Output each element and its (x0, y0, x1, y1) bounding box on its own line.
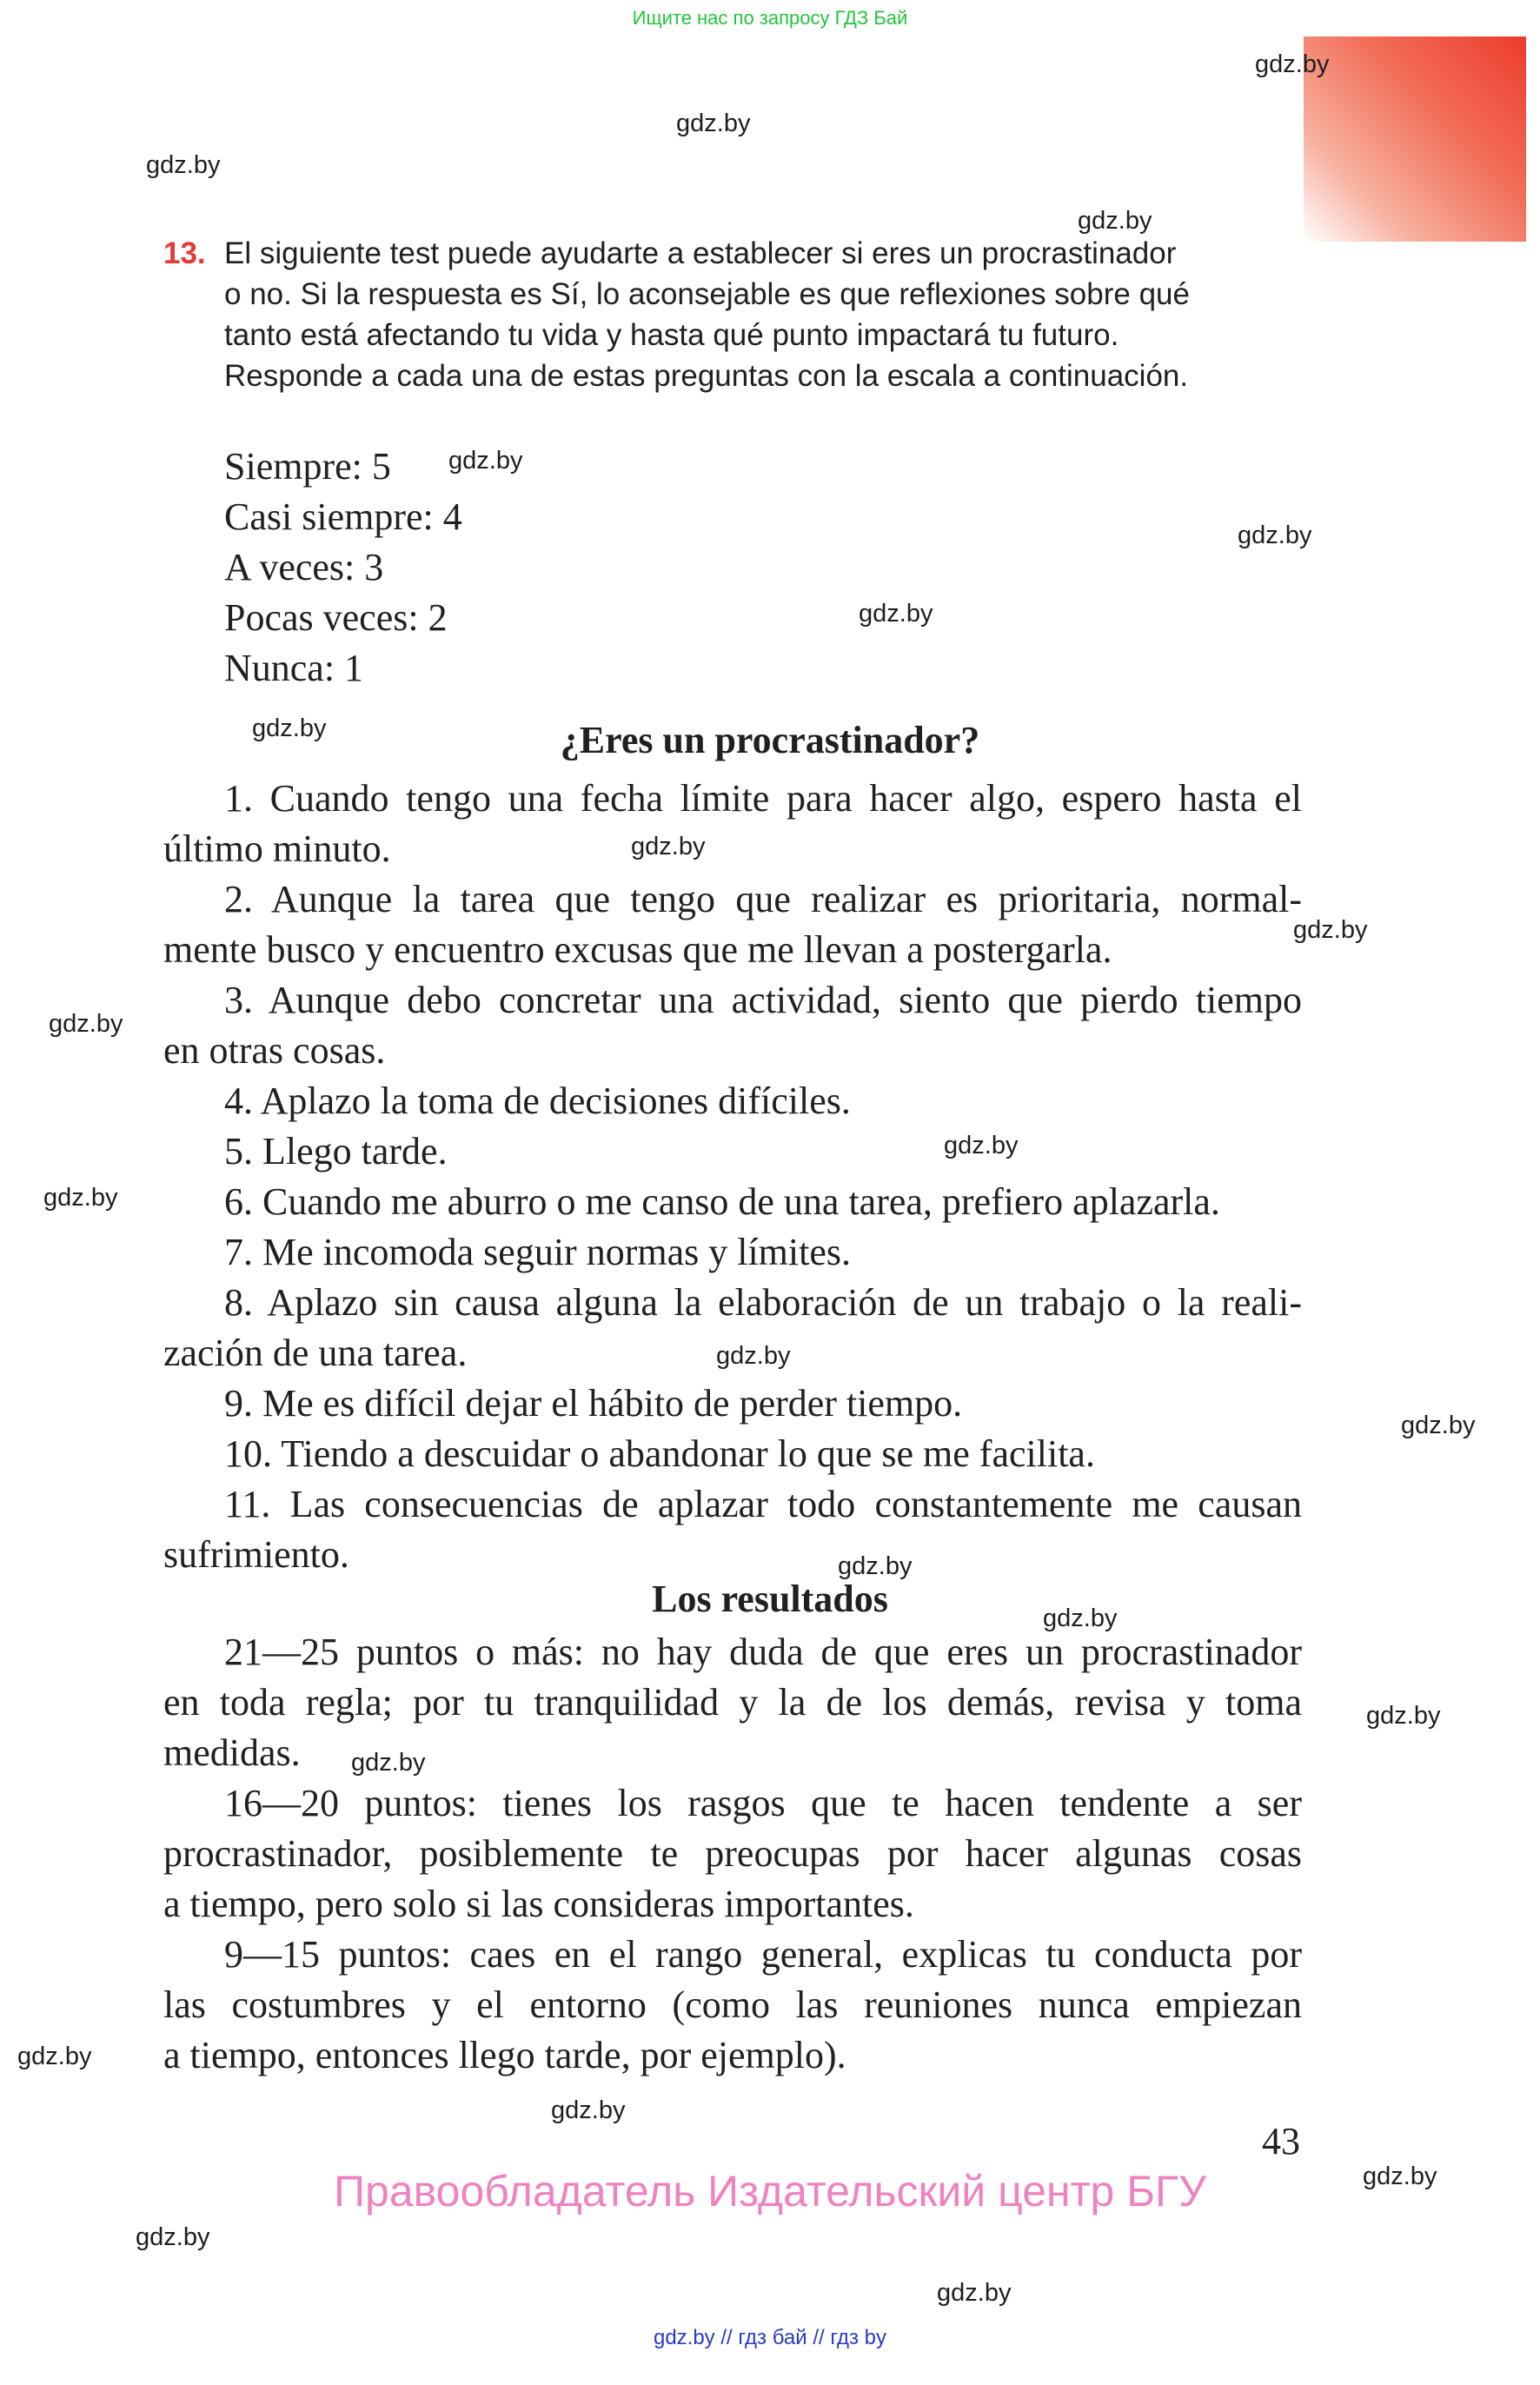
watermark: gdz.by (944, 1132, 1019, 1159)
results-text (163, 1627, 1302, 2081)
task-number: 13. (163, 236, 206, 270)
quiz-line: 1. Cuando tengo una fecha límite para hacer algo, espero hasta el (224, 777, 1302, 820)
watermark: gdz.by (146, 151, 221, 179)
watermark: gdz.by (859, 600, 933, 628)
quiz-line: 6. Cuando me aburro o me canso de una tarea, prefiero aplazarla. (224, 1180, 1220, 1223)
top-banner: Ищите нас по запросу ГДЗ Бай (632, 7, 908, 29)
watermark: gdz.by (1043, 1604, 1118, 1632)
results-line: 16—20 puntos: tienes los rasgos que te hacen tendente a ser (224, 1782, 1302, 1824)
watermark: gdz.by (631, 833, 706, 860)
results-line: a tiempo, entonces llego tarde, por ejemplo). (163, 2034, 846, 2076)
quiz-line: 3. Aunque debo concretar una actividad, siento que pierdo tiempo (224, 979, 1302, 1021)
watermark: gdz.by (136, 2223, 210, 2251)
task-line: o no. Si la respuesta es Sí, lo aconsejable es que reflexiones sobre qué (224, 277, 1190, 311)
watermark: gdz.by (1401, 1412, 1476, 1439)
results-line: las costumbres y el entorno (como las reuniones nunca empiezan (163, 1983, 1302, 2026)
quiz-line: sufrimiento. (163, 1533, 349, 1576)
scale-item: Nunca: 1 (224, 647, 364, 689)
watermark: gdz.by (252, 714, 327, 742)
watermark: gdz.by (1363, 2162, 1437, 2190)
watermark: gdz.by (1293, 916, 1368, 944)
page-number: 43 (1262, 2120, 1300, 2162)
quiz-line: 9. Me es difícil dejar el hábito de perder tiempo. (224, 1382, 963, 1425)
task-line: tanto está afectando tu vida y hasta qué punto impactará tu futuro. (224, 318, 1119, 352)
results-line: en toda regla; por tu tranquilidad y la de los demás, revisa y toma (163, 1681, 1302, 1724)
quiz-line: 7. Me incomoda seguir normas y límites. (224, 1231, 851, 1273)
quiz-questions (163, 774, 1302, 1580)
quiz-line: 11. Las consecuencias de aplazar todo constantemente me causan (224, 1483, 1302, 1525)
watermark: gdz.by (1366, 1702, 1441, 1730)
quiz-line: último minuto. (163, 827, 391, 870)
quiz-line: 2. Aunque la tarea que tengo que realizar es prioritaria, normal- (224, 878, 1302, 920)
quiz-line: 8. Aplazo sin causa alguna la elaboración de un trabajo o la reali- (224, 1281, 1302, 1324)
quiz-line: en otras cosas. (163, 1029, 386, 1072)
bottom-banner: gdz.by // гдз бай // гдз by (653, 2326, 887, 2349)
watermark: gdz.by (1078, 207, 1152, 235)
quiz-line: 5. Llego tarde. (224, 1130, 448, 1173)
watermark: gdz.by (17, 2043, 92, 2070)
watermark: gdz.by (448, 447, 523, 475)
watermark: gdz.by (351, 1749, 426, 1777)
watermark: gdz.by (1255, 50, 1330, 78)
scale-item: Siempre: 5 (224, 445, 391, 488)
results-line: 21—25 puntos o más: no hay duda de que eres un procrastinador (224, 1631, 1302, 1673)
copyright-notice: Правообладатель Издательский центр БГУ (334, 2167, 1206, 2216)
watermark: gdz.by (551, 2096, 626, 2124)
scale-item: A veces: 3 (224, 546, 384, 588)
rating-scale (224, 442, 462, 694)
corner-decoration (1304, 37, 1526, 242)
watermark: gdz.by (43, 1184, 118, 1212)
quiz-title: ¿Eres un procrastinador? (560, 719, 980, 761)
results-line: a tiempo, pero solo si las consideras importantes. (163, 1883, 914, 1925)
quiz-line: zación de una tarea. (163, 1332, 468, 1374)
scale-item: Pocas veces: 2 (224, 596, 448, 639)
watermark: gdz.by (838, 1552, 913, 1580)
watermark: gdz.by (937, 2279, 1012, 2307)
quiz-line: 10. Tiendo a descuidar o abandonar lo que se me facilita. (224, 1432, 1095, 1475)
results-line: procrastinador, posiblemente te preocupas por hacer algunas cosas (163, 1832, 1302, 1875)
scale-item: Casi siempre: 4 (224, 495, 462, 538)
task-line: El siguiente test puede ayudarte a establecer si eres un procrastinador (224, 236, 1177, 270)
watermark: gdz.by (49, 1010, 123, 1038)
watermark: gdz.by (1238, 522, 1312, 549)
quiz-line: mente busco y encuentro excusas que me llevan a postergarla. (163, 928, 1112, 971)
watermark: gdz.by (676, 110, 751, 137)
watermark: gdz.by (716, 1342, 791, 1370)
results-line: medidas. (163, 1731, 301, 1774)
task-instructions (224, 233, 1302, 396)
task-line: Responde a cada una de estas preguntas con la escala a continuación. (224, 359, 1189, 393)
quiz-line: 4. Aplazo la toma de decisiones difíciles. (224, 1080, 851, 1122)
results-line: 9—15 puntos: caes en el rango general, explicas tu conducta por (224, 1933, 1302, 1976)
results-title: Los resultados (652, 1578, 888, 1620)
